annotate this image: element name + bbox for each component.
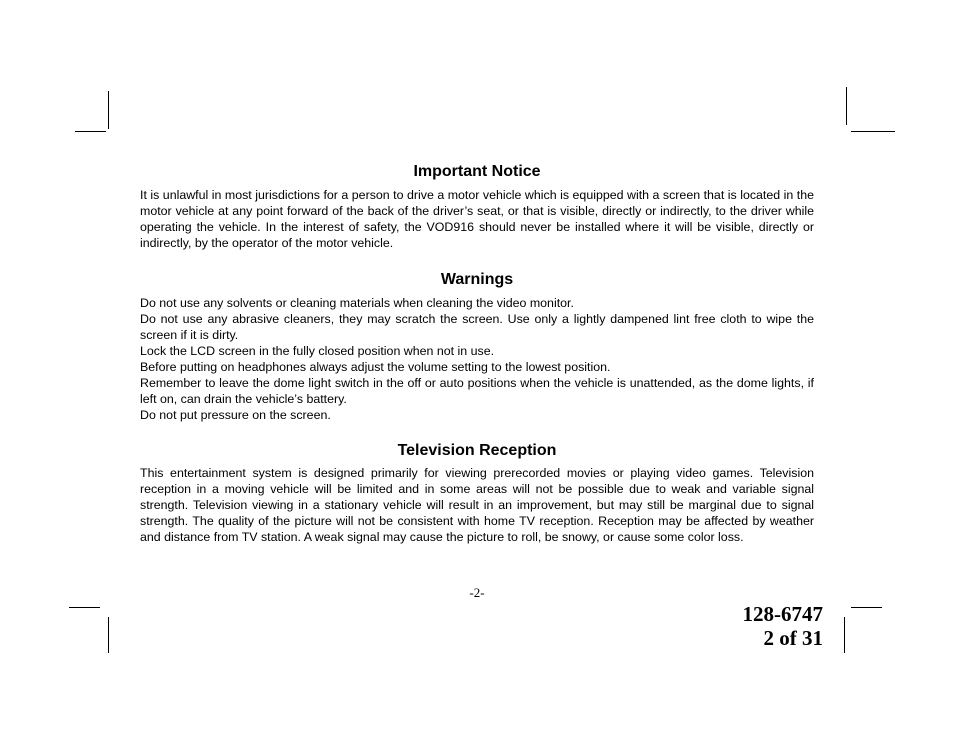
warnings-heading: Warnings	[440, 271, 514, 288]
document-number: 128-6747	[742, 602, 823, 626]
warning-item: Before putting on headphones always adjust the volume setting to the lowest position.	[140, 360, 611, 374]
crop-mark-bottom-left-vertical	[108, 617, 109, 653]
crop-mark-top-right-horizontal	[851, 131, 895, 132]
crop-mark-top-left-vertical	[108, 91, 109, 129]
warning-item: Remember to leave the dome light switch in the off or auto positions when the vehicle is unattended, as the dome lights, if left on, can drain the vehicle’s battery.	[140, 376, 814, 406]
crop-mark-bottom-left-horizontal	[69, 607, 100, 608]
television-reception-body: This entertainment system is designed primarily for viewing prerecorded movies or playing video games. Television reception in a moving vehicle will be limited and in some areas will not be possible due to weak and variable signal strength. Television viewing in a stationary vehicle will result in an improvement, but may still be marginal due to signal strength. The quality of the picture will not be consistent with home TV reception. Reception may be affected by weather and distance from TV station. A weak signal may cause the picture to roll, be snowy, or cause some color loss.	[140, 466, 814, 544]
warnings-list	[140, 295, 814, 423]
warning-item: Do not use any abrasive cleaners, they may scratch the screen. Use only a lightly dampened lint free cloth to wipe the screen if it is dirty.	[140, 312, 814, 342]
important-notice-body: It is unlawful in most jurisdictions for a person to drive a motor vehicle which is equipped with a screen that is located in the motor vehicle at any point forward of the back of the driver’s seat, or that is visible, directly or indirectly, to the driver while operating the vehicle. In the interest of safety, the VOD916 should never be installed where it will be visible, directly or indirectly, by the operator of the motor vehicle.	[140, 188, 814, 250]
page-count: 2 of 31	[763, 626, 823, 650]
crop-mark-top-left-horizontal	[75, 131, 106, 132]
warning-item: Lock the LCD screen in the fully closed position when not in use.	[140, 344, 495, 358]
page-number: -2-	[469, 585, 485, 600]
crop-mark-bottom-right-horizontal	[851, 607, 882, 608]
crop-mark-top-right-vertical	[846, 87, 847, 125]
warning-item: Do not put pressure on the screen.	[140, 408, 331, 422]
crop-mark-bottom-right-vertical	[844, 617, 845, 653]
television-reception-heading: Television Reception	[397, 442, 557, 459]
important-notice-heading: Important Notice	[413, 163, 541, 180]
warning-item: Do not use any solvents or cleaning materials when cleaning the video monitor.	[140, 296, 574, 310]
